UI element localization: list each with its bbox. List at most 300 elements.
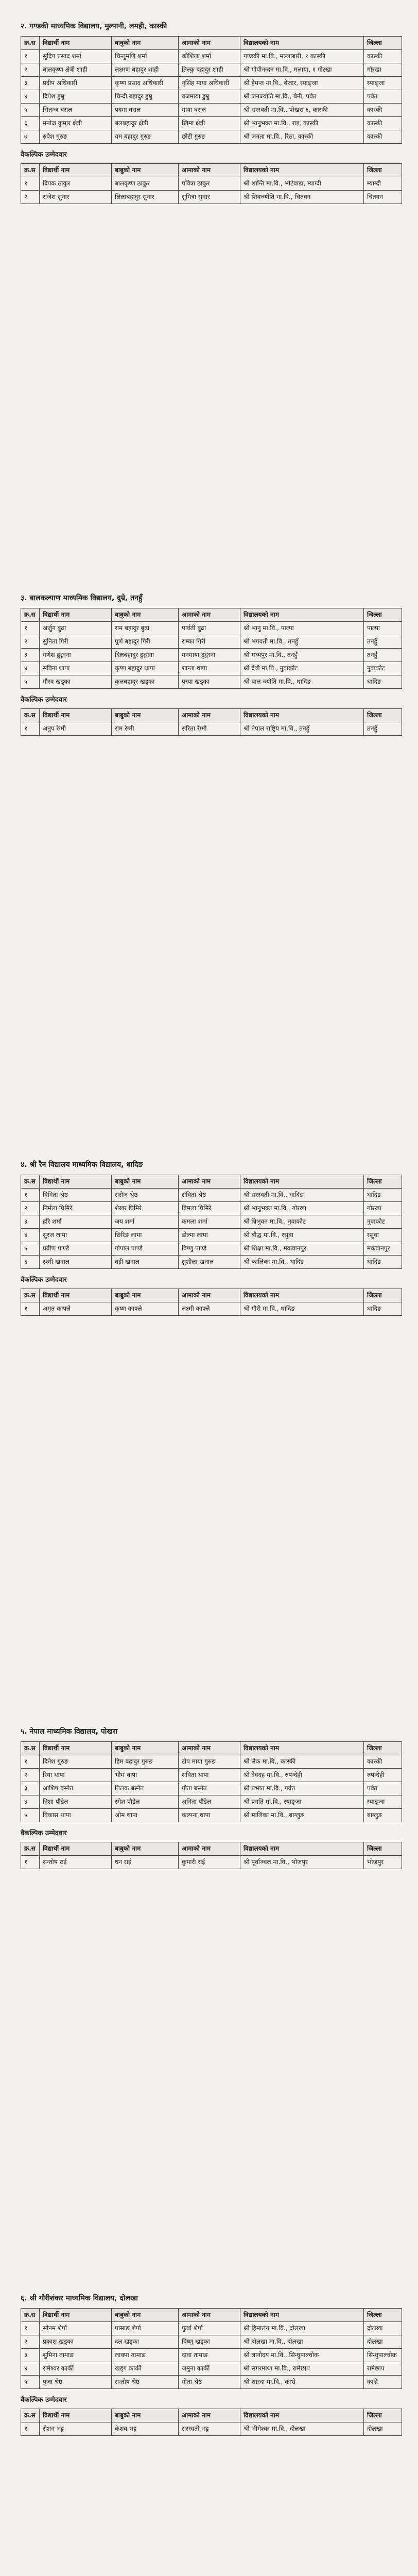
column-header: विद्यार्थी नाम <box>40 2309 112 2322</box>
column-header: विद्यार्थी नाम <box>40 1742 112 1755</box>
table-header <box>21 2309 402 2322</box>
table-body <box>21 2322 402 2389</box>
column-header: आमाको नाम <box>179 608 240 622</box>
column-header: बाबुको नाम <box>112 1289 179 1302</box>
table-row <box>21 130 402 144</box>
table-cell: तनहुँ <box>364 635 402 649</box>
table-cell: रसुवा <box>364 1229 402 1242</box>
table-cell: कुमारी राई <box>179 1856 240 1869</box>
table-cell: छोटी गुरुङ <box>179 130 240 144</box>
reserve-title: वैकल्पिक उम्मेदवार <box>21 696 67 704</box>
table-cell: श्री शिवज्योति मा.वि., चितवन <box>240 191 364 204</box>
table-row <box>21 2422 402 2436</box>
table-cell: डोल्मा लामा <box>179 1229 240 1242</box>
table-row <box>21 1782 402 1795</box>
column-header: विद्यार्थी नाम <box>40 709 112 722</box>
section-title: ३. बालकल्याण माध्यमिक विद्यालय, दुम्रे, तनहुँ <box>21 594 143 602</box>
table-cell: मकवानपुर <box>364 1242 402 1256</box>
column-header: विद्यार्थी नाम <box>40 1289 112 1302</box>
table-cell: धादिङ <box>364 1302 402 1316</box>
column-header: क्र.स <box>21 1742 40 1755</box>
table-cell: छिरिङ लामा <box>112 1229 179 1242</box>
column-header: जिल्ला <box>364 1842 402 1856</box>
table-cell: २ <box>21 2335 40 2349</box>
table-cell: श्री भानु मा.वि., पाल्पा <box>240 622 364 635</box>
table-cell: कल्पना थापा <box>179 1809 240 1822</box>
table-header <box>21 608 402 622</box>
table-cell: गौरव खड्का <box>40 675 112 689</box>
table-cell: शान्ता थापा <box>179 662 240 675</box>
table-cell: सरोज श्रेष्ठ <box>112 1189 179 1202</box>
table-cell: बलबहादुर क्षेत्री <box>112 117 179 130</box>
table-cell: श्री देवी मा.वि., नुवाकोट <box>240 662 364 675</box>
table-header <box>21 164 402 177</box>
table-cell: दोलखा <box>364 2322 402 2335</box>
table-cell: १ <box>21 177 40 191</box>
table-cell: रामेछाप <box>364 2362 402 2376</box>
table-cell: २ <box>21 635 40 649</box>
table-cell: कास्की <box>364 104 402 117</box>
column-header: क्र.स <box>21 2309 40 2322</box>
table-cell: श्री भानुभक्त मा.वि., राइ, कास्की <box>240 117 364 130</box>
column-header: विद्यालयको नाम <box>240 164 364 177</box>
table-cell: दिलबहादुर ढुङ्गाना <box>112 649 179 662</box>
table-cell: ६ <box>21 117 40 130</box>
table-cell: ५ <box>21 675 40 689</box>
table-row <box>21 191 402 204</box>
table-cell: श्री सरस्वती मा.वि., पोखरा ६, कास्की <box>240 104 364 117</box>
column-header: विद्यालयको नाम <box>240 1175 364 1189</box>
table-row <box>21 662 402 675</box>
table-cell: चिन्तुमणि शर्मा <box>112 50 179 63</box>
column-header: बाबुको नाम <box>112 608 179 622</box>
table-cell: सुशीला खनाल <box>179 1256 240 1269</box>
table-cell: विनिता श्रेष्ठ <box>40 1189 112 1202</box>
table-row <box>21 649 402 662</box>
table-cell: सोनम शेर्पा <box>40 2322 112 2335</box>
header-row <box>21 1842 402 1856</box>
table-body <box>21 722 402 736</box>
table-row <box>21 2376 402 2389</box>
table-cell: २ <box>21 63 40 77</box>
table-cell: बालकृष्ण ठाकुर <box>112 177 179 191</box>
column-header: विद्यार्थी नाम <box>40 608 112 622</box>
table-cell: अनिता पौडेल <box>179 1795 240 1809</box>
table-cell: १ <box>21 1302 40 1316</box>
table-header <box>21 37 402 50</box>
table-cell: चितवन <box>364 191 402 204</box>
table-cell: १ <box>21 1856 40 1869</box>
table-cell: १ <box>21 50 40 63</box>
column-header: जिल्ला <box>364 164 402 177</box>
table-cell: श्री लेक मा.वि., कास्की <box>240 1755 364 1769</box>
table-row <box>21 1795 402 1809</box>
column-header: आमाको नाम <box>179 2309 240 2322</box>
table-cell: ५ <box>21 1809 40 1822</box>
table-cell: श्री हिमालय मा.वि., दोलखा <box>240 2322 364 2335</box>
table-row <box>21 177 402 191</box>
table-cell: श्री जनता मा.वि., रिठा, कास्की <box>240 130 364 144</box>
table-body <box>21 177 402 204</box>
table-cell: रिया थापा <box>40 1769 112 1782</box>
table-cell: १ <box>21 2322 40 2335</box>
table-cell: पार्वती बुढा <box>179 622 240 635</box>
table-cell: सविता थापा <box>179 1769 240 1782</box>
header-row <box>21 1742 402 1755</box>
student-table <box>21 708 402 736</box>
table-cell: दावा तामाङ <box>179 2349 240 2362</box>
table-cell: १ <box>21 622 40 635</box>
table-row <box>21 675 402 689</box>
reserve-title: वैकल्पिक उम्मेदवार <box>21 1829 67 1837</box>
table-cell: प्रवीण पाण्डे <box>40 1242 112 1256</box>
header-row <box>21 164 402 177</box>
table-cell: रुपेश गुरुङ <box>40 130 112 144</box>
table-cell: बद्री खनाल <box>112 1256 179 1269</box>
column-header: बाबुको नाम <box>112 2409 179 2422</box>
student-table <box>21 36 402 144</box>
table-cell: तनहुँ <box>364 722 402 736</box>
column-header: क्र.स <box>21 1289 40 1302</box>
column-header: विद्यार्थी नाम <box>40 164 112 177</box>
table-row <box>21 1202 402 1215</box>
table-cell: श्री बाल ज्योति मा.वि., धादिङ <box>240 675 364 689</box>
header-row <box>21 1175 402 1189</box>
table-cell: मनोज कुमार क्षेत्री <box>40 117 112 130</box>
column-header: बाबुको नाम <box>112 37 179 50</box>
school-section <box>21 1726 402 1869</box>
table-cell: ४ <box>21 662 40 675</box>
table-cell: श्री शान्ति मा.वि., भोटेवाडा, म्याग्दी <box>240 177 364 191</box>
table-cell: टोप माया गुरुङ <box>179 1755 240 1769</box>
table-cell: १ <box>21 722 40 736</box>
table-cell: कमला शर्मा <box>179 1215 240 1229</box>
table-row <box>21 1189 402 1202</box>
column-header: बाबुको नाम <box>112 1842 179 1856</box>
table-cell: हिम बहादुर गुरुङ <box>112 1755 179 1769</box>
table-cell: स्याङ्जा <box>364 1795 402 1809</box>
student-table <box>21 1842 402 1869</box>
table-row <box>21 1229 402 1242</box>
table-cell: बालकृष्ण क्षेत्री शाही <box>40 63 112 77</box>
table-cell: सितन्ज बराल <box>40 104 112 117</box>
table-cell: वजमाया डुम्रु <box>179 90 240 104</box>
table-cell: कृष्ण प्रसाद अधिकारी <box>112 77 179 90</box>
table-cell: सविता श्रेष्ठ <box>179 1189 240 1202</box>
table-cell: १ <box>21 2422 40 2436</box>
table-cell: पुजा श्रेष्ठ <box>40 2376 112 2389</box>
table-body <box>21 2422 402 2436</box>
table-row <box>21 635 402 649</box>
table-cell: स्याङ्जा <box>364 77 402 90</box>
reserve-title: वैकल्पिक उम्मेदवार <box>21 1276 67 1284</box>
table-row <box>21 2349 402 2362</box>
table-cell: ओम थापा <box>112 1809 179 1822</box>
column-header: जिल्ला <box>364 1175 402 1189</box>
column-header: जिल्ला <box>364 608 402 622</box>
header-row <box>21 2309 402 2322</box>
column-header: क्र.स <box>21 1842 40 1856</box>
table-cell: रोशन भट्ट <box>40 2422 112 2436</box>
table-cell: गोरखा <box>364 63 402 77</box>
column-header: विद्यार्थी नाम <box>40 1175 112 1189</box>
table-cell: १ <box>21 1189 40 1202</box>
table-cell: रामेश्वर कार्की <box>40 2362 112 2376</box>
table-cell: दिपक ठाकुर <box>40 177 112 191</box>
table-row <box>21 77 402 90</box>
table-cell: श्री जनज्योति मा.वि., बेनी, पर्वत <box>240 90 364 104</box>
table-header <box>21 1742 402 1755</box>
table-row <box>21 2362 402 2376</box>
column-header: क्र.स <box>21 1175 40 1189</box>
column-header: जिल्ला <box>364 2309 402 2322</box>
table-cell: लिलाबहादुर सुनार <box>112 191 179 204</box>
table-body <box>21 1189 402 1269</box>
table-cell: दिपेश डुम्रु <box>40 90 112 104</box>
table-cell: तिल्कु बहादुर शाही <box>179 63 240 77</box>
table-cell: ४ <box>21 1229 40 1242</box>
table-cell: चिन्दी बहादुर डुम्रु <box>112 90 179 104</box>
table-row <box>21 117 402 130</box>
table-cell: केशव भट्ट <box>112 2422 179 2436</box>
table-cell: श्री हेमन्त मा.वि., बेजार, स्याङ्जा <box>240 77 364 90</box>
table-cell: नृसिंह माया अधिकारी <box>179 77 240 90</box>
table-cell: ५ <box>21 1242 40 1256</box>
table-cell: श्री प्रगति मा.वि., स्याङ्जा <box>240 1795 364 1809</box>
table-cell: रश्मी खनाल <box>40 1256 112 1269</box>
table-row <box>21 104 402 117</box>
table-header <box>21 1175 402 1189</box>
section-title: ५. नेपाल माध्यमिक विद्यालय, पोखरा <box>21 1727 118 1736</box>
table-cell: प्रकाश खड्का <box>40 2335 112 2349</box>
student-table <box>21 163 402 204</box>
student-table <box>21 1289 402 1316</box>
column-header: बाबुको नाम <box>112 2309 179 2322</box>
table-cell: श्री सरस्वती मा.वि., धादिङ <box>240 1189 364 1202</box>
table-cell: बाग्लुङ <box>364 1809 402 1822</box>
table-row <box>21 2322 402 2335</box>
column-header: जिल्ला <box>364 1289 402 1302</box>
table-cell: श्री त्रिभुवन मा.वि., नुवाकोट <box>240 1215 364 1229</box>
column-header: आमाको नाम <box>179 164 240 177</box>
table-row <box>21 1242 402 1256</box>
table-cell: ४ <box>21 1795 40 1809</box>
table-cell: ३ <box>21 1215 40 1229</box>
table-cell: ३ <box>21 77 40 90</box>
table-cell: जय शर्मा <box>112 1215 179 1229</box>
table-cell: म्याग्दी <box>364 177 402 191</box>
reserve-title: वैकल्पिक उम्मेदवार <box>21 2396 67 2404</box>
table-cell: लक्ष्मी काफ्ले <box>179 1302 240 1316</box>
table-cell: श्री भीमेश्वर मा.वि., दोलखा <box>240 2422 364 2436</box>
table-cell: लाक्पा तामाङ <box>112 2349 179 2362</box>
table-cell: गोरखा <box>364 1202 402 1215</box>
table-cell: श्री शारदा मा.वि., काभ्रे <box>240 2376 364 2389</box>
table-cell: सुमिना तामाङ <box>40 2349 112 2362</box>
table-cell: पुस्पा खड्का <box>179 675 240 689</box>
column-header: आमाको नाम <box>179 2409 240 2422</box>
table-header <box>21 1289 402 1302</box>
column-header: आमाको नाम <box>179 709 240 722</box>
column-header: बाबुको नाम <box>112 1175 179 1189</box>
header-row <box>21 709 402 722</box>
table-cell: ३ <box>21 1782 40 1795</box>
table-row <box>21 63 402 77</box>
table-cell: विमला घिमिरे <box>179 1202 240 1215</box>
table-cell: श्री शिक्षा मा.वि., मकवानपुर <box>240 1242 364 1256</box>
table-cell: खड्ग कार्की <box>112 2362 179 2376</box>
table-cell: कास्की <box>364 117 402 130</box>
table-cell: पूर्ण बहादुर गिरी <box>112 635 179 649</box>
header-row <box>21 608 402 622</box>
table-cell: गीता श्रेष्ठ <box>179 2376 240 2389</box>
table-cell: फुर्वा शेर्पा <box>179 2322 240 2335</box>
table-row <box>21 90 402 104</box>
table-body <box>21 622 402 689</box>
table-cell: विकास थापा <box>40 1809 112 1822</box>
table-cell: नुवाकोट <box>364 1215 402 1229</box>
table-cell: आशिष बस्नेत <box>40 1782 112 1795</box>
header-row <box>21 37 402 50</box>
table-cell: भीम थापा <box>112 1769 179 1782</box>
table-cell: ५ <box>21 104 40 117</box>
table-cell: यम बहादुर गुरुङ <box>112 130 179 144</box>
table-cell: राम्का गिरी <box>179 635 240 649</box>
column-header: क्र.स <box>21 2409 40 2422</box>
column-header: विद्यार्थी नाम <box>40 2409 112 2422</box>
table-row <box>21 622 402 635</box>
table-cell: २ <box>21 1769 40 1782</box>
column-header: विद्यालयको नाम <box>240 1289 364 1302</box>
column-header: विद्यालयको नाम <box>240 1742 364 1755</box>
table-cell: रमेश पौडेल <box>112 1795 179 1809</box>
table-cell: कृष्ण काफ्ले <box>112 1302 179 1316</box>
table-cell: कौशिला शर्मा <box>179 50 240 63</box>
column-header: विद्यालयको नाम <box>240 1842 364 1856</box>
table-cell: सरिता रेग्मी <box>179 722 240 736</box>
table-cell: सुरज लामा <box>40 1229 112 1242</box>
table-cell: गोपाल पाण्डे <box>112 1242 179 1256</box>
table-body <box>21 1755 402 1822</box>
table-body <box>21 1856 402 1869</box>
table-cell: तिलक बस्नेत <box>112 1782 179 1795</box>
column-header: विद्यालयको नाम <box>240 709 364 722</box>
table-cell: सुदिप प्रसाद शर्मा <box>40 50 112 63</box>
table-cell: ७ <box>21 130 40 144</box>
column-header: विद्यालयको नाम <box>240 608 364 622</box>
table-cell: गणेश ढुङ्गाना <box>40 649 112 662</box>
table-cell: अनुप रेग्मी <box>40 722 112 736</box>
table-cell: श्री सगरमाथा मा.वि., रामेछाप <box>240 2362 364 2376</box>
table-cell: जमुना कार्की <box>179 2362 240 2376</box>
table-cell: सुमित्रा सुनार <box>179 191 240 204</box>
column-header: विद्यालयको नाम <box>240 2409 364 2422</box>
column-header: आमाको नाम <box>179 37 240 50</box>
table-cell: पर्वत <box>364 90 402 104</box>
table-cell: श्री ज्ञानोदय मा.वि., सिन्धुपाल्चोक <box>240 2349 364 2362</box>
table-cell: माया बराल <box>179 104 240 117</box>
table-cell: निर्मला घिमिरे <box>40 1202 112 1215</box>
table-cell: दल खड्का <box>112 2335 179 2349</box>
table-cell: अमृत काफ्ले <box>40 1302 112 1316</box>
table-cell: सुनिता गिरी <box>40 635 112 649</box>
school-section <box>21 592 402 736</box>
column-header: क्र.स <box>21 608 40 622</box>
table-cell: पर्वत <box>364 1782 402 1795</box>
table-cell: गीता बस्नेत <box>179 1782 240 1795</box>
table-row <box>21 50 402 63</box>
table-cell: श्री पूर्वाञ्चल मा.वि., भोजपुर <box>240 1856 364 1869</box>
table-row <box>21 1302 402 1316</box>
table-cell: सिन्धुपाल्चोक <box>364 2349 402 2362</box>
table-cell: दोलखा <box>364 2422 402 2436</box>
table-row <box>21 1256 402 1269</box>
column-header: बाबुको नाम <box>112 1742 179 1755</box>
column-header: विद्यार्थी नाम <box>40 37 112 50</box>
column-header: जिल्ला <box>364 709 402 722</box>
table-body <box>21 1302 402 1316</box>
school-section <box>21 2293 402 2436</box>
table-cell: श्री नेपाल राष्ट्रिय मा.वि., तनहुँ <box>240 722 364 736</box>
table-cell: लक्ष्मण बहादुर शाही <box>112 63 179 77</box>
table-cell: ६ <box>21 1256 40 1269</box>
column-header: क्र.स <box>21 164 40 177</box>
table-cell: दोलखा <box>364 2335 402 2349</box>
table-cell: दिनेश गुरुङ <box>40 1755 112 1769</box>
table-cell: राम रेग्मी <box>112 722 179 736</box>
table-cell: श्री देवदह मा.वि., रुपन्देही <box>240 1769 364 1782</box>
table-cell: निशा पौडेल <box>40 1795 112 1809</box>
table-cell: श्री भानुभक्त मा.वि., गोरखा <box>240 1202 364 1215</box>
table-cell: पवित्रा ठाकुर <box>179 177 240 191</box>
reserve-title: वैकल्पिक उम्मेदवार <box>21 151 67 159</box>
column-header: जिल्ला <box>364 2409 402 2422</box>
table-cell: कास्की <box>364 50 402 63</box>
column-header: आमाको नाम <box>179 1842 240 1856</box>
table-row <box>21 1809 402 1822</box>
table-cell: खिमा क्षेत्री <box>179 117 240 130</box>
student-table <box>21 2409 402 2436</box>
section-title: ४. श्री रैन विद्यालय माध्यमिक विद्यालय, धादिङ <box>21 1161 143 1169</box>
table-cell: विष्णु खड्का <box>179 2335 240 2349</box>
table-cell: रुपन्देही <box>364 1769 402 1782</box>
table-row <box>21 722 402 736</box>
table-cell: मनमाया ढुङ्गाना <box>179 649 240 662</box>
table-cell: पासाङ शेर्पा <box>112 2322 179 2335</box>
table-cell: गण्डकी मा.वि., मल्लाबारी, १ कास्की <box>240 50 364 63</box>
column-header: बाबुको नाम <box>112 164 179 177</box>
table-cell: १ <box>21 1755 40 1769</box>
table-cell: धादिङ <box>364 675 402 689</box>
table-cell: अर्जुन बुढा <box>40 622 112 635</box>
header-row <box>21 2409 402 2422</box>
table-cell: कृष्ण बहादुर थापा <box>112 662 179 675</box>
table-cell: राजेश सुनार <box>40 191 112 204</box>
column-header: विद्यालयको नाम <box>240 2309 364 2322</box>
table-cell: श्री भगवती मा.वि., तनहुँ <box>240 635 364 649</box>
table-cell: श्री दोलखा मा.वि., दोलखा <box>240 2335 364 2349</box>
table-row <box>21 1755 402 1769</box>
table-header <box>21 1842 402 1856</box>
table-cell: भोजपुर <box>364 1856 402 1869</box>
header-row <box>21 1289 402 1302</box>
table-cell: सन्तोष श्रेष्ठ <box>112 2376 179 2389</box>
table-cell: विष्णु पाण्डे <box>179 1242 240 1256</box>
school-section <box>21 1159 402 1316</box>
table-cell: श्री मालिका मा.वि., बाग्लुङ <box>240 1809 364 1822</box>
section-title: २. गण्डकी माध्यमिक विद्यालय, मुल्पानी, लमही, कास्की <box>21 22 167 30</box>
table-header <box>21 709 402 722</box>
